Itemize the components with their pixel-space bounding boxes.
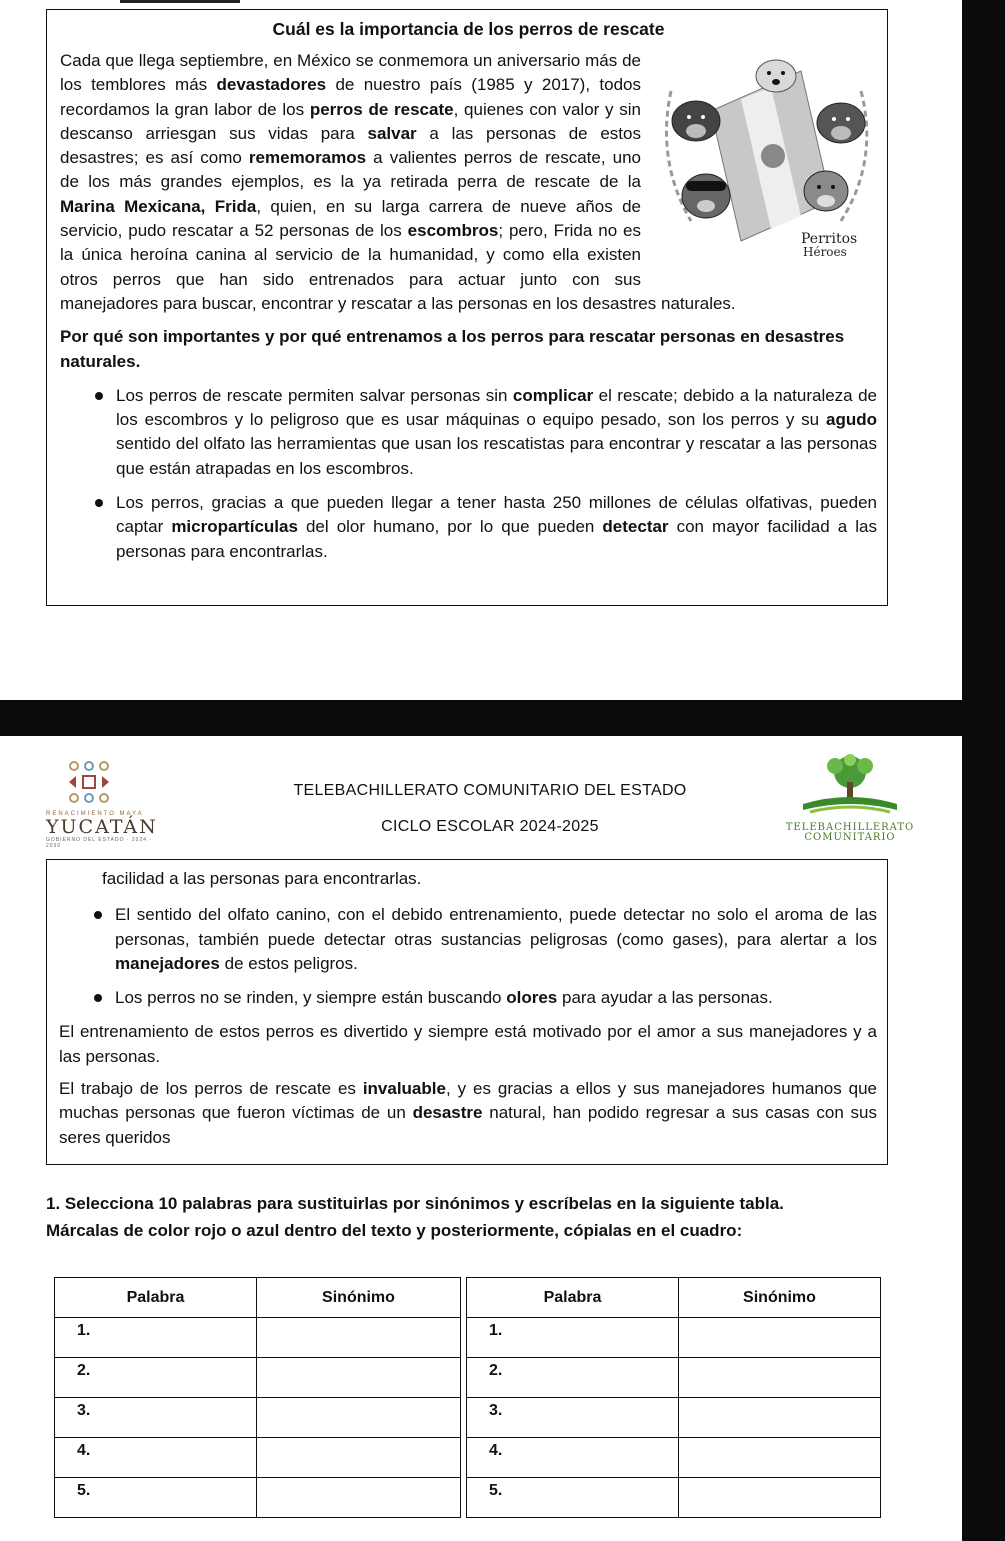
header-institution: TELEBACHILLERATO COMUNITARIO DEL ESTADO <box>293 782 687 799</box>
list-item: Los perros, gracias a que pueden llegar a tener hasta 250 millones de células olfativas, pueden captar micropartículas del olor humano, por lo que pueden detectar con mayor facilidad a las personas para encontrarlas. <box>60 491 877 564</box>
scan-mark <box>120 0 240 3</box>
highlighted-word: devastadores <box>216 75 327 95</box>
table-row <box>467 1438 881 1478</box>
highlighted-word: complicar <box>512 385 594 405</box>
table-row <box>467 1358 881 1398</box>
synonym-cell[interactable] <box>679 1438 881 1478</box>
synonym-cell[interactable] <box>679 1398 881 1438</box>
highlighted-word: rememoramos <box>248 148 367 168</box>
intro-text: Cada que llega septiembre, en México se conmemora un aniversario más de los temblores más devastadores de nuestro país (1985 y 2017), todos recordamos la gran labor de los perros de rescate, quienes con valor y sin descanso arriesgan sus vidas para salvar a las personas de estos desastres; es así como rememoramos a valientes perros de rescate, uno de los más grandes ejemplos, es la ya retirada perra de rescate de la Marina Mexicana, Frida, quien, en su larga carrera de nueve años de servicio, pudo rescatar a 52 personas de los escombros; pero, Frida no es la única heroína canina al servicio de la humanidad, y como ella existen otros perros que han sido entrenados para actuar junto con sus manejadores para buscar, encontrar y rescatar a las personas en los desastres naturales. <box>60 51 736 313</box>
table-row <box>55 1478 461 1518</box>
bullet-list-page1 <box>60 384 877 564</box>
telebachillerato-name-line2: COMUNITARIO <box>804 832 896 843</box>
synonym-table-right <box>466 1277 881 1518</box>
list-item: El sentido del olfato canino, con el debido entrenamiento, puede detectar no solo el aroma de las personas, también puede detectar otras sustancias peligrosas (como gases), para alertar a los manejadores de estos peligros. <box>59 903 877 976</box>
row-number: 5. <box>55 1478 257 1518</box>
highlighted-word: detectar <box>602 517 669 537</box>
intro-paragraph <box>60 49 877 316</box>
synonym-cell[interactable] <box>679 1358 881 1398</box>
heroic-dogs-illustration <box>651 51 881 269</box>
highlighted-word: agudo <box>826 410 877 430</box>
yucatan-tagline: RENACIMIENTO MAYA <box>46 811 144 817</box>
article-title: Cuál es la importancia de los perros de rescate <box>272 19 665 39</box>
list-item: Los perros de rescate permiten salvar personas sin complicar el rescate; debido a la naturaleza de los escombros y lo peligroso que es usar máquinas o equipo pesado, son los perros y su agudo sentido del olfato las herramientas que usan los rescatistas para encontrar y rescatar a las personas que están atrapadas en los escombros. <box>60 384 877 481</box>
row-number: 3. <box>467 1398 679 1438</box>
row-number: 4. <box>55 1438 257 1478</box>
col-header-synonym: Sinónimo <box>257 1278 461 1318</box>
col-header-synonym: Sinónimo <box>679 1278 881 1318</box>
dog-face-icon <box>756 60 796 92</box>
highlighted-word: salvar <box>367 123 417 143</box>
paragraph-conclusion: El trabajo de los perros de rescate es invaluable, y es gracias a ellos y sus manejadores humanos que muchas personas que fueron víctimas de un desastre natural, han podido regresar a sus casas con sus seres queridos <box>59 1079 878 1147</box>
table-row <box>467 1318 881 1358</box>
row-number: 3. <box>55 1398 257 1438</box>
dog-face-icon <box>817 103 865 143</box>
page-header <box>0 752 962 852</box>
synonym-cell[interactable] <box>257 1318 461 1358</box>
article-box-page1 <box>46 9 888 606</box>
row-number: 5. <box>467 1478 679 1518</box>
telebachillerato-logo <box>785 752 915 843</box>
table-row <box>467 1478 881 1518</box>
exercise-line2: Márcalas de color rojo o azul dentro del texto y posteriormente, cópialas en el cuadro: <box>46 1221 743 1240</box>
exercise-line1: 1. Selecciona 10 palabras para sustituirlas por sinónimos y escríbelas en la siguiente tabla. <box>46 1194 784 1213</box>
dog-with-goggles-icon <box>682 174 730 218</box>
row-number: 2. <box>55 1358 257 1398</box>
dog-face-icon <box>672 101 720 141</box>
paragraph-training: El entrenamiento de estos perros es divertido y siempre está motivado por el amor a sus manejadores y a las personas. <box>59 1022 877 1066</box>
table-row <box>55 1318 461 1358</box>
tree-book-icon <box>795 752 905 818</box>
row-number: 4. <box>467 1438 679 1478</box>
list-item: Los perros no se rinden, y siempre están buscando olores para ayudar a las personas. <box>59 986 877 1010</box>
synonym-cell[interactable] <box>257 1358 461 1398</box>
table-row <box>55 1358 461 1398</box>
article-box-page2 <box>46 859 888 1165</box>
maya-pattern-icon <box>64 760 114 806</box>
illustration-caption-line2: Héroes <box>803 245 847 259</box>
synonym-cell[interactable] <box>257 1438 461 1478</box>
table-row <box>55 1398 461 1438</box>
exercise-instructions <box>46 1190 906 1244</box>
page-gap-band <box>0 700 962 736</box>
row-number: 2. <box>467 1358 679 1398</box>
col-header-word: Palabra <box>467 1278 679 1318</box>
synonym-cell[interactable] <box>257 1398 461 1438</box>
synonym-cell[interactable] <box>679 1478 881 1518</box>
row-number: 1. <box>467 1318 679 1358</box>
bullet-list-page2 <box>59 903 877 1010</box>
scan-edge-right <box>962 0 1005 1541</box>
table-row <box>55 1438 461 1478</box>
table-row <box>467 1398 881 1438</box>
highlighted-word: escombros <box>407 221 499 241</box>
yucatan-logo <box>46 760 156 849</box>
synonym-cell[interactable] <box>679 1318 881 1358</box>
yucatan-name: YUCATÁN <box>46 816 158 838</box>
telebachillerato-name-line1: TELEBACHILLERATO <box>785 822 915 833</box>
highlighted-word: Marina Mexicana, Frida <box>60 196 257 216</box>
col-header-word: Palabra <box>55 1278 257 1318</box>
highlighted-word: olores <box>506 988 558 1008</box>
highlighted-word: invaluable <box>362 1079 446 1099</box>
synonym-table-left <box>54 1277 461 1518</box>
synonym-cell[interactable] <box>257 1478 461 1518</box>
highlighted-word: manejadores <box>115 953 220 973</box>
row-number: 1. <box>55 1318 257 1358</box>
continuation-line: facilidad a las personas para encontrarlas. <box>102 869 422 888</box>
yucatan-footer: GOBIERNO DEL ESTADO · 2024 - 2030 <box>46 837 153 849</box>
mexican-flag-graphic <box>711 71 831 241</box>
section-subheading: Por qué son importantes y por qué entrenamos a los perros para rescatar personas en desastres naturales. <box>60 327 845 371</box>
header-school-year: CICLO ESCOLAR 2024-2025 <box>381 818 599 835</box>
dog-face-icon <box>804 171 848 211</box>
illustration-caption-line1: Perritos <box>801 231 858 247</box>
highlighted-word: micropartículas <box>171 517 298 537</box>
highlighted-word: desastre <box>412 1103 483 1123</box>
highlighted-word: perros de rescate <box>309 99 454 119</box>
